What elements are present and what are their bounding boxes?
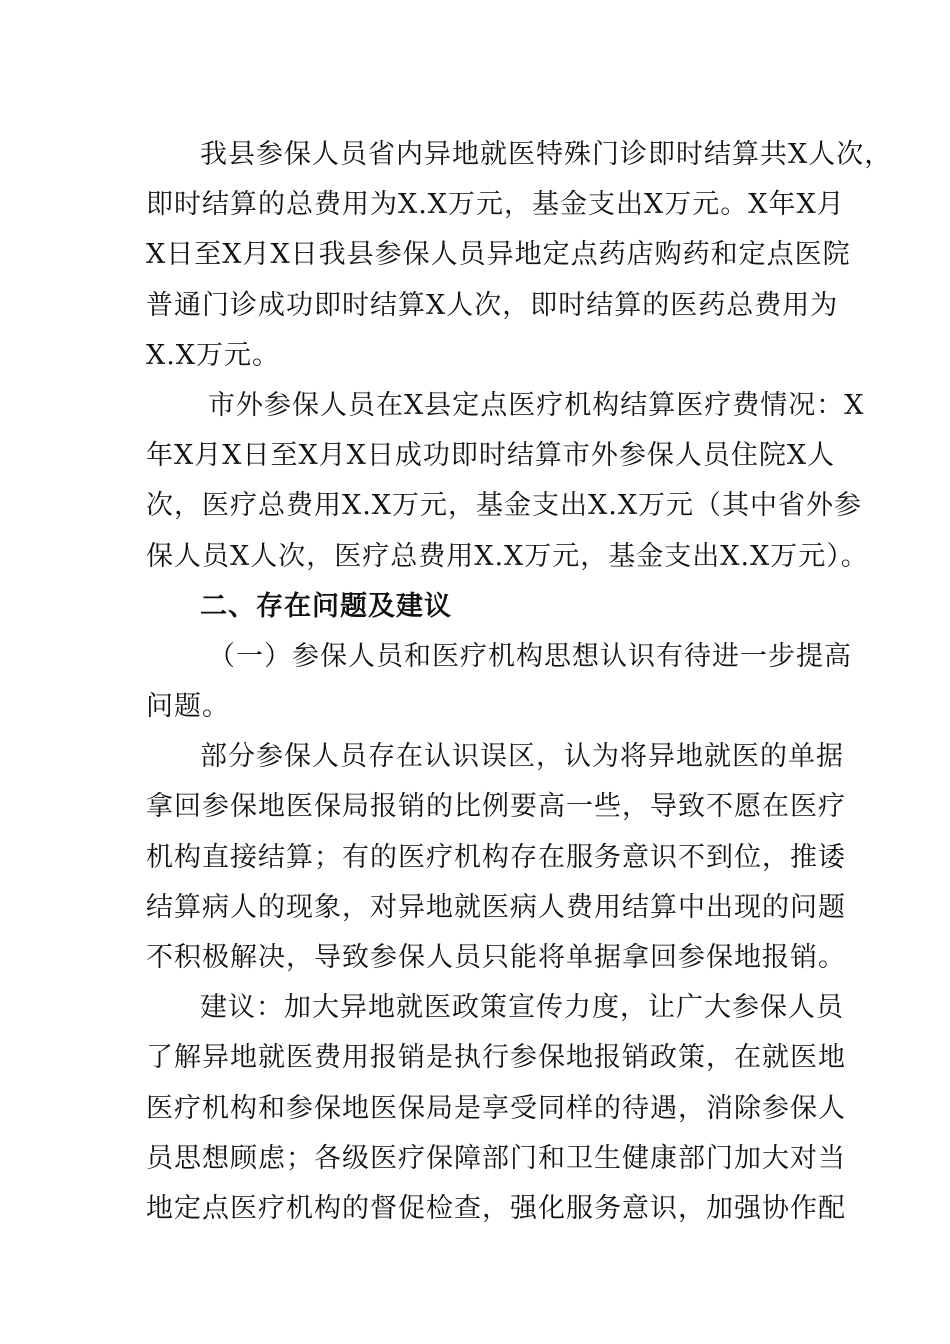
- text-line: 拿回参保地医保局报销的比例要高一些，导致不愿在医疗: [146, 791, 846, 823]
- text-line: （一）参保人员和医疗机构思想认识有待进一步提高: [208, 640, 852, 672]
- text-line: 医疗机构和参保地医保局是享受同样的待遇，消除参保人: [146, 1092, 846, 1124]
- text-line: 了解异地就医费用报销是执行参保地报销政策，在就医地: [146, 1042, 846, 1074]
- text-line: 次，医疗总费用X.X万元，基金支出X.X万元（其中省外参: [146, 490, 863, 522]
- text-line: 结算病人的现象，对异地就医病人费用结算中出现的问题: [146, 891, 846, 923]
- document-body: [146, 130, 893, 1234]
- text-line: 即时结算的总费用为X.X万元，基金支出X万元。X年X月: [146, 189, 845, 221]
- text-line: 建议：加大异地就医政策宣传力度，让广大参保人员: [200, 992, 844, 1024]
- text-line: 不积极解决，导致参保人员只能将单据拿回参保地报销。: [146, 942, 846, 973]
- paragraph-suggestion: [146, 983, 846, 1234]
- text-line: 保人员X人次，医疗总费用X.X万元，基金支出X.X万元）。: [146, 540, 869, 572]
- subsection-heading: [146, 632, 852, 732]
- text-line: 员思想顾虑；各级医疗保障部门和卫生健康部门加大对当: [146, 1142, 846, 1174]
- paragraph-out-of-city-settlement: [146, 381, 869, 582]
- text-line: 问题。: [146, 691, 230, 723]
- text-line: 机构直接结算；有的医疗机构存在服务意识不到位，推诿: [146, 841, 846, 873]
- text-line: 我县参保人员省内异地就医特殊门诊即时结算共X人次，: [200, 139, 893, 170]
- text-line: 普通门诊成功即时结算X人次，即时结算的医药总费用为: [146, 289, 839, 321]
- paragraph-problem-description: [146, 732, 846, 983]
- text-line: X.X万元。: [146, 339, 281, 371]
- section-heading: 二、存在问题及建议: [200, 590, 452, 622]
- text-line: 年X月X日至X月X日成功即时结算市外参保人员住院X人: [146, 440, 836, 472]
- text-line: 市外参保人员在X县定点医疗机构结算医疗费情况：X: [208, 389, 865, 421]
- text-line: X日至X月X日我县参保人员异地定点药店购药和定点医院: [146, 239, 851, 271]
- paragraph-in-province-settlement: [146, 130, 893, 381]
- text-line: 地定点医疗机构的督促检查，强化服务意识，加强协作配: [146, 1192, 846, 1224]
- text-line: 部分参保人员存在认识误区，认为将异地就医的单据: [200, 741, 844, 773]
